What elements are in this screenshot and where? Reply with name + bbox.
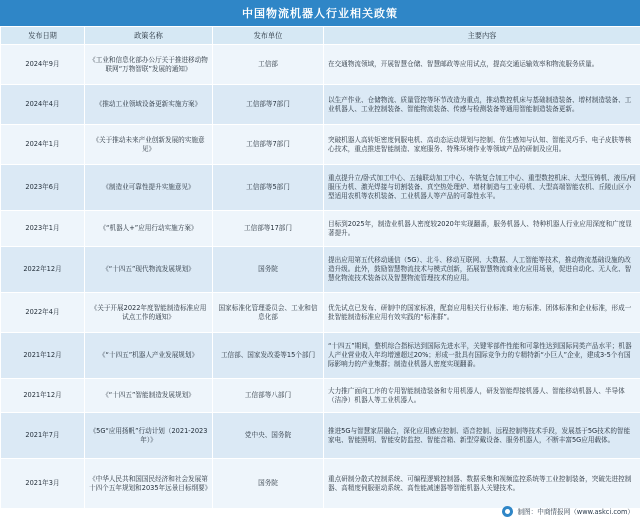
cell-policy-name: 《制造业可靠性提升实施意见》	[85, 165, 213, 211]
cell-date: 2023年6月	[1, 165, 85, 211]
cell-content: 大力推广面向工序的专用智能制造装备和专用机器人，研发智能焊接机器人、智能移动机器人、半导体（洁净）机器人等工业机器人。	[324, 379, 640, 413]
table-row	[1, 293, 640, 333]
table-row	[1, 379, 640, 413]
cell-policy-name: 《“机器人+”应用行动实施方案》	[85, 211, 213, 247]
cell-department: 工信部等7部门	[213, 125, 324, 165]
cell-content: 以生产作业、仓储物流、质量管控等环节改造为重点，推动数控机床与基础制造装备、增材制造装备、工业机器人、工业控制装备、智能物流装备、传感与检测装备等通用智能制造装备更新。	[324, 85, 640, 125]
cell-content: “十四五”期间，整机综合指标达到国际先进水平，关键零部件性能和可靠性达到国际同类产品水平；机器人产业营业收入年均增速超过20%；形成一批具有国际竞争力的专精特新“小巨人”企业，建成3-5个有国际影响力的产业集群；制造业机器人密度实现翻番。	[324, 333, 640, 379]
cell-content: 推进5G与智慧家居融合，深化应用感应控制、语音控制、远程控制等技术手段，发展基于5G技术的智能家电、智能照明、智能安防监控、智能音箱、新型穿戴设备、服务机器人，不断丰富5G应用载体。	[324, 413, 640, 459]
cell-date: 2022年4月	[1, 293, 85, 333]
cell-department: 国务院	[213, 459, 324, 509]
column-header-date: 发布日期	[1, 27, 85, 45]
cell-department: 工信部	[213, 45, 324, 85]
cell-policy-name: 《中华人民共和国国民经济和社会发展第十四个五年规划和2035年远景目标纲要》	[85, 459, 213, 509]
cell-content: 提出应用第五代移动通信（5G）、北斗、移动互联网、大数据、人工智能等技术，推动物流基础设施的改造升级。此外，鼓励智慧物流技术与模式创新，拓展智慧物流商业化应用场景，促进自动化、无人化、智慧化物流技术装备以及智慧物流管理技术的应用。	[324, 247, 640, 293]
zhongshang-logo-icon	[502, 506, 513, 517]
cell-content: 目标到2025年，制造业机器人密度较2020年实现翻番，服务机器人、特种机器人行业应用深度和广度显著提升。	[324, 211, 640, 247]
column-header-policy-name: 政策名称	[85, 27, 213, 45]
table-row	[1, 413, 640, 459]
cell-date: 2021年12月	[1, 379, 85, 413]
cell-policy-name: 《工业和信息化部办公厅关于推进移动物联网“万物智联”发展的通知》	[85, 45, 213, 85]
cell-content: 突破机器人高转矩密度伺服电机、高动态运动规划与控制、仿生感知与认知、智能灵巧手、电子皮肤等核心技术，重点推进智能制造、家庭服务、特殊环境作业等领域产品的研制及应用。	[324, 125, 640, 165]
cell-date: 2024年9月	[1, 45, 85, 85]
cell-date: 2023年1月	[1, 211, 85, 247]
table-row	[1, 459, 640, 509]
cell-department: 工信部等八部门	[213, 379, 324, 413]
cell-policy-name: 《“十四五”现代物流发展规划》	[85, 247, 213, 293]
cell-date: 2024年1月	[1, 125, 85, 165]
table-row	[1, 125, 640, 165]
cell-date: 2021年12月	[1, 333, 85, 379]
table-row	[1, 211, 640, 247]
cell-policy-name: 《“十四五”机器人产业发展规划》	[85, 333, 213, 379]
policy-table	[0, 26, 640, 509]
cell-department: 国家标准化管理委员会、工业和信息化部	[213, 293, 324, 333]
cell-department: 工信部等17部门	[213, 211, 324, 247]
cell-date: 2022年12月	[1, 247, 85, 293]
cell-content: 重点研制分散式控制系统、可编程逻辑控制器、数据采集和视频监控系统等工业控制装备，突破先进控制器、高精度伺服驱动系统、高性能减速器等智能机器人关键技术。	[324, 459, 640, 509]
cell-policy-name: 《推动工业领域设备更新实施方案》	[85, 85, 213, 125]
table-row	[1, 165, 640, 211]
table-row	[1, 85, 640, 125]
cell-policy-name: 《“十四五”智能制造发展规划》	[85, 379, 213, 413]
cell-department: 工信部等7部门	[213, 85, 324, 125]
cell-date: 2021年3月	[1, 459, 85, 509]
cell-date: 2024年4月	[1, 85, 85, 125]
cell-department: 国务院	[213, 247, 324, 293]
cell-content: 优先试点已发布、研制中的国家标准，配套应用相关行业标准、地方标准、团体标准和企业标准，形成一批智能制造标准应用有效实践的“标准群”。	[324, 293, 640, 333]
page-title: 中国物流机器人行业相关政策	[0, 0, 640, 26]
table-row	[1, 247, 640, 293]
table-row	[1, 333, 640, 379]
table-header-row	[1, 27, 640, 45]
cell-policy-name: 《关于推动未来产业创新发展的实施意见》	[85, 125, 213, 165]
cell-date: 2021年7月	[1, 413, 85, 459]
cell-content: 重点提升立/卧式加工中心、五轴联动加工中心、车铣复合加工中心、重型数控机床、大型压铸机、液压/伺服压力机、激光焊接与切割装备、真空热处理炉、增材制造与工业母机、大型高端智能农机、丘陵山区小型适用农机等农机装备、工业机器人等产品的可靠性水平。	[324, 165, 640, 211]
column-header-department: 发布单位	[213, 27, 324, 45]
source-text: 制图：中商情报网（www.askci.com）	[517, 508, 634, 516]
cell-department: 党中央、国务院	[213, 413, 324, 459]
table-row	[1, 45, 640, 85]
source-footer	[502, 504, 634, 518]
cell-content: 在交通物流领域，开展智慧仓储、智慧邮政等应用试点，提高交通运输效率和物流服务质量。	[324, 45, 640, 85]
cell-department: 工信部、国家发改委等15个部门	[213, 333, 324, 379]
cell-department: 工信部等5部门	[213, 165, 324, 211]
column-header-content: 主要内容	[324, 27, 640, 45]
cell-policy-name: 《5G“应用扬帆”行动计划（2021-2023年）》	[85, 413, 213, 459]
cell-policy-name: 《关于开展2022年度智能制造标准应用试点工作的通知》	[85, 293, 213, 333]
